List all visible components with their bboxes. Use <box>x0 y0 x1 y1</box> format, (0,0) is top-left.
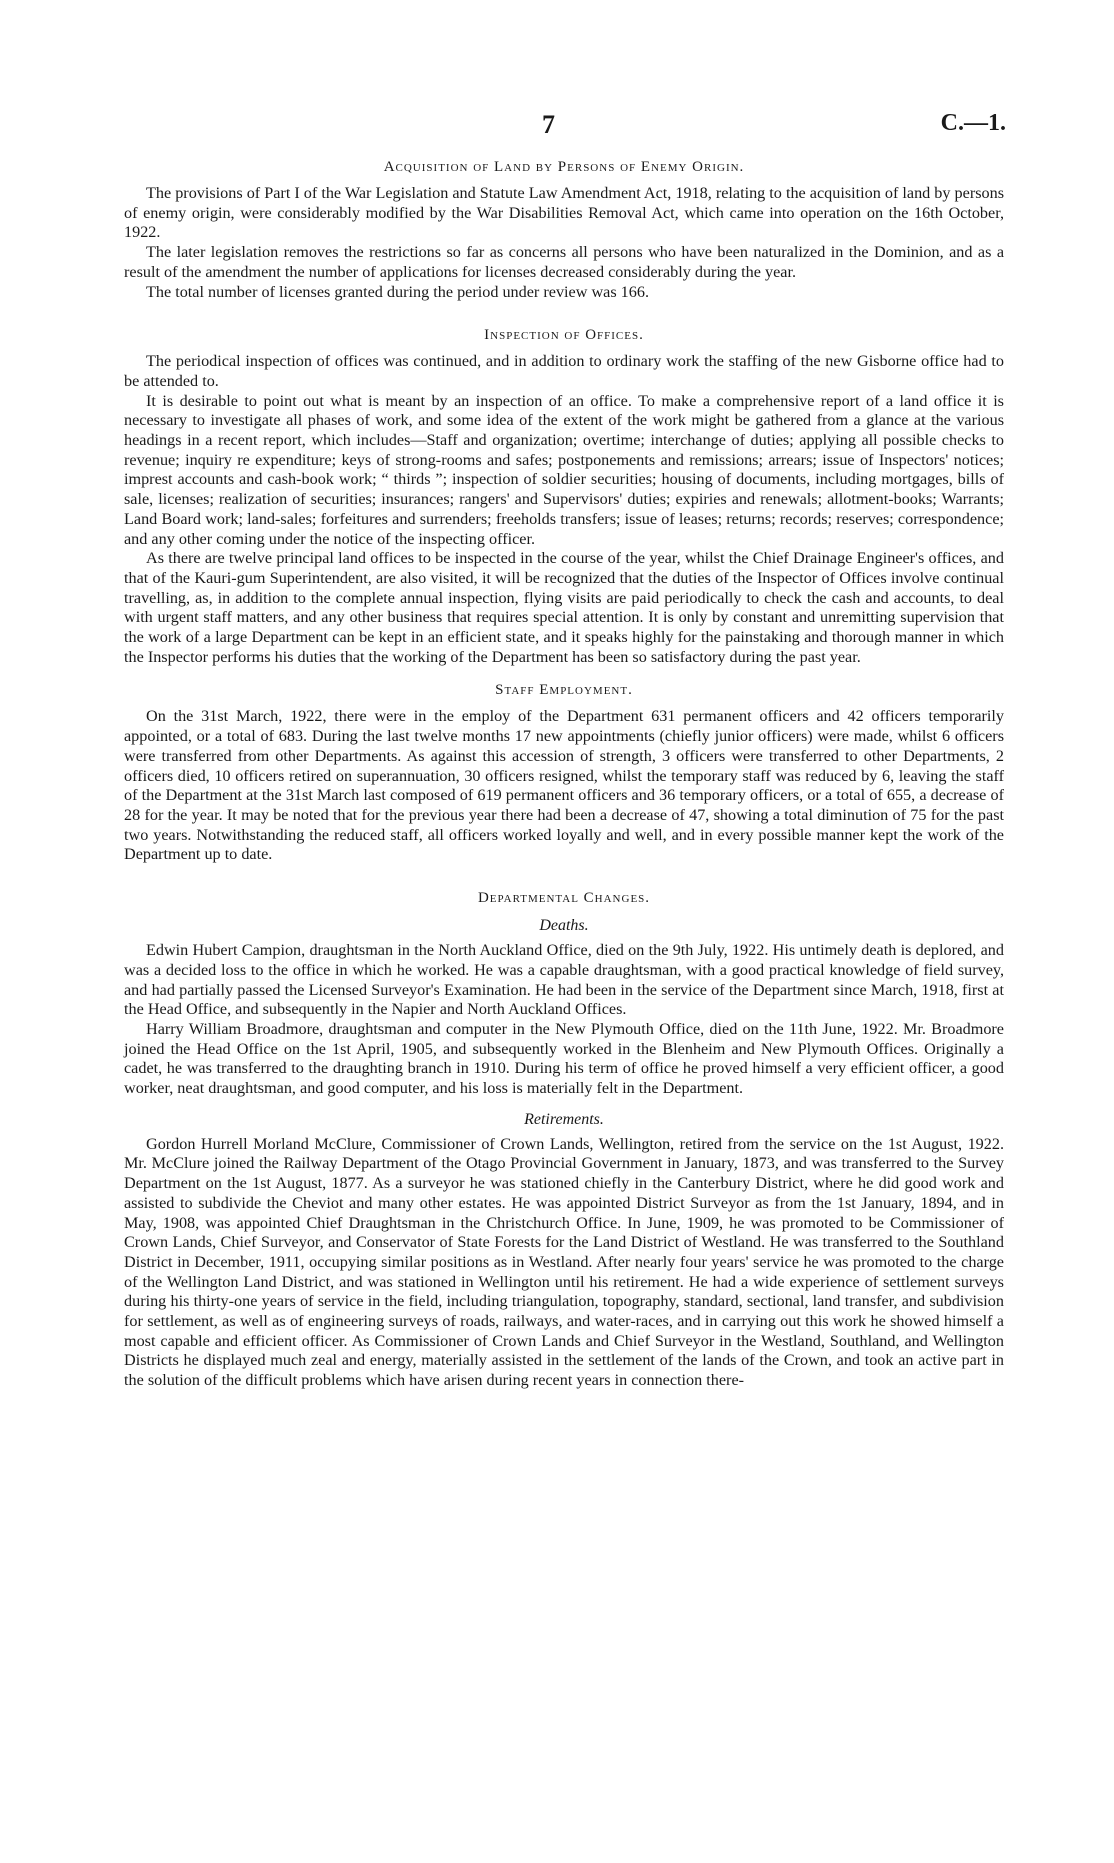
subsection-heading: Deaths. <box>539 917 589 935</box>
paragraph: The provisions of Part I of the War Legislation and Statute Law Amendment Act, 1918, relating to the acquisition of land by persons of enemy origin, were considerably modified by the War Disabilities Removal Act, which came into operation on the 16th October, 1922. <box>124 184 1004 242</box>
document-page <box>124 100 1004 1391</box>
section-heading: Staff Employment. <box>495 682 633 699</box>
paragraph: Harry William Broadmore, draughtsman and computer in the New Plymouth Office, died on the 11th June, 1922. Mr. Broadmore joined the Head Office on the 1st April, 1905, and subsequently worked in the Blenheim and New Plymouth Offices. Originally a cadet, he was transferred to the draughting branch in 1910. During his term of office he proved himself a very efficient officer, a good worker, neat draughtsman, and good computer, and his loss is materially felt in the Department. <box>124 1019 1004 1098</box>
page-header <box>124 100 1004 144</box>
paragraph: As there are twelve principal land offices to be inspected in the course of the year, whilst the Chief Drainage Engineer's offices, and that of the Kauri-gum Superintendent, are also visited, it will be recognized that the duties of the Inspector of Offices involve continual travelling, as, in addition to the complete annual inspection, flying visits are paid periodically to check the cash and accounts, to deal with urgent staff matters, and any other business that requires special attention. It is only by constant and unremitting supervision that the work of a large Department can be kept in an efficient state, and it speaks highly for the painstaking and thorough manner in which the Inspector performs his duties that the working of the Department has been so satisfactory during the past year. <box>124 549 1004 666</box>
page-number: 7 <box>542 110 555 139</box>
paragraph: On the 31st March, 1922, there were in the employ of the Department 631 permanent officers and 42 officers temporarily appointed, or a total of 683. During the last twelve months 17 new appointments (chiefly junior officers) were made, whilst 6 officers were transferred from other Departments. As against this accession of strength, 3 officers were transferred to other Departments, 2 officers died, 10 officers retired on superannuation, 30 officers resigned, whilst the temporary staff was reduced by 6, leaving the staff of the Department at the 31st March last composed of 619 permanent officers and 36 temporary officers, or a total of 655, a decrease of 28 for the year. It may be noted that for the previous year there had been a decrease of 47, showing a total diminution of 75 for the past two years. Notwithstanding the reduced staff, all officers worked loyally and well, and in every possible manner kept the work of the Department up to date. <box>124 707 1004 864</box>
section-inspection-of-offices <box>124 324 1004 667</box>
subsection-deaths <box>124 915 1004 1099</box>
document-reference: C.—1. <box>940 110 1006 136</box>
section-heading: Inspection of Offices. <box>484 327 644 344</box>
subsection-retirements <box>124 1109 1004 1391</box>
subsection-heading: Retirements. <box>524 1110 604 1128</box>
section-heading: Departmental Changes. <box>477 890 651 907</box>
section-heading: Acquisition of Land by Persons of Enemy Origin. <box>383 159 745 175</box>
section-staff-employment <box>124 679 1004 865</box>
paragraph: Edwin Hubert Campion, draughtsman in the North Auckland Office, died on the 9th July, 1922. His untimely death is deplored, and was a decided loss to the office in which he worked. He was a capable draughtsman, with a good practical knowledge of field survey, and had partially passed the Licensed Surveyor's Examination. He had been in the service of the Department since March, 1918, first at the Head Office, and subsequently in the Napier and North Auckland Offices. <box>124 941 1004 1019</box>
paragraph: It is desirable to point out what is meant by an inspection of an office. To make a comprehensive report of a land office it is necessary to investigate all phases of work, and some idea of the extent of the work might be gathered from a glance at the various headings in a recent report, which includes—Staff and organization; overtime; interchange of duties; applying all possible checks to revenue; inquiry re expenditure; keys of strong-rooms and safes; postponements and remissions; arrears; issue of Inspectors' notices; imprest accounts and cash-book work; “ thirds ”; inspection of soldier securities; housing of documents, including mortgages, bills of sale, licenses; realization of securities; insurances; rangers' and Supervisors' duties; expiries and renewals; allotment-books; Warrants; Land Board work; land-sales; forfeitures and surrenders; freeholds transfers; issue of leases; returns; records; reserves; correspondence; and any other coming under the notice of the inspecting officer. <box>124 391 1004 548</box>
section-departmental-changes <box>124 887 1004 1391</box>
section-enemy-origin <box>124 156 1004 302</box>
paragraph: Gordon Hurrell Morland McClure, Commissioner of Crown Lands, Wellington, retired from the service on the 1st August, 1922. Mr. McClure joined the Railway Department of the Otago Provincial Government in January, 1873, and was transferred to the Survey Department on the 1st August, 1877. As a surveyor he was stationed chiefly in the Canterbury District, where he did good work and assisted to subdivide the Cheviot and many other estates. He was appointed District Surveyor as from the 1st January, 1894, and in May, 1908, was appointed Chief Draughtsman in the Christchurch Office. In June, 1909, he was promoted to be Commissioner of Crown Lands, Chief Surveyor, and Conservator of State Forests for the Land District of Westland. He was transferred to the Southland District in December, 1911, occupying similar positions as in Westland. After nearly four years' service he was promoted to the charge of the Wellington Land District, and was stationed in Wellington until his retirement. He had a wide experience of settlement surveys during his thirty-one years of service in the field, including triangulation, topography, standard, sectional, land transfer, and subdivision for settlement, as well as of engineering surveys of roads, railways, and water-races, and in carrying out this work he showed himself a most capable and efficient officer. As Commissioner of Crown Lands and Chief Surveyor in the Westland, Southland, and Wellington Districts he displayed much zeal and energy, materially assisted in the settlement of the lands of the Crown, and took an active part in the solution of the difficult problems which have arisen during recent years in connection there- <box>124 1134 1004 1390</box>
paragraph: The periodical inspection of offices was continued, and in addition to ordinary work the staffing of the new Gisborne office had to be attended to. <box>124 352 1004 390</box>
paragraph: The total number of licenses granted during the period under review was 166. <box>146 282 650 301</box>
paragraph: The later legislation removes the restrictions so far as concerns all persons who have been naturalized in the Dominion, and as a result of the amendment the number of applications for licenses decreased considerably during the year. <box>124 243 1004 281</box>
